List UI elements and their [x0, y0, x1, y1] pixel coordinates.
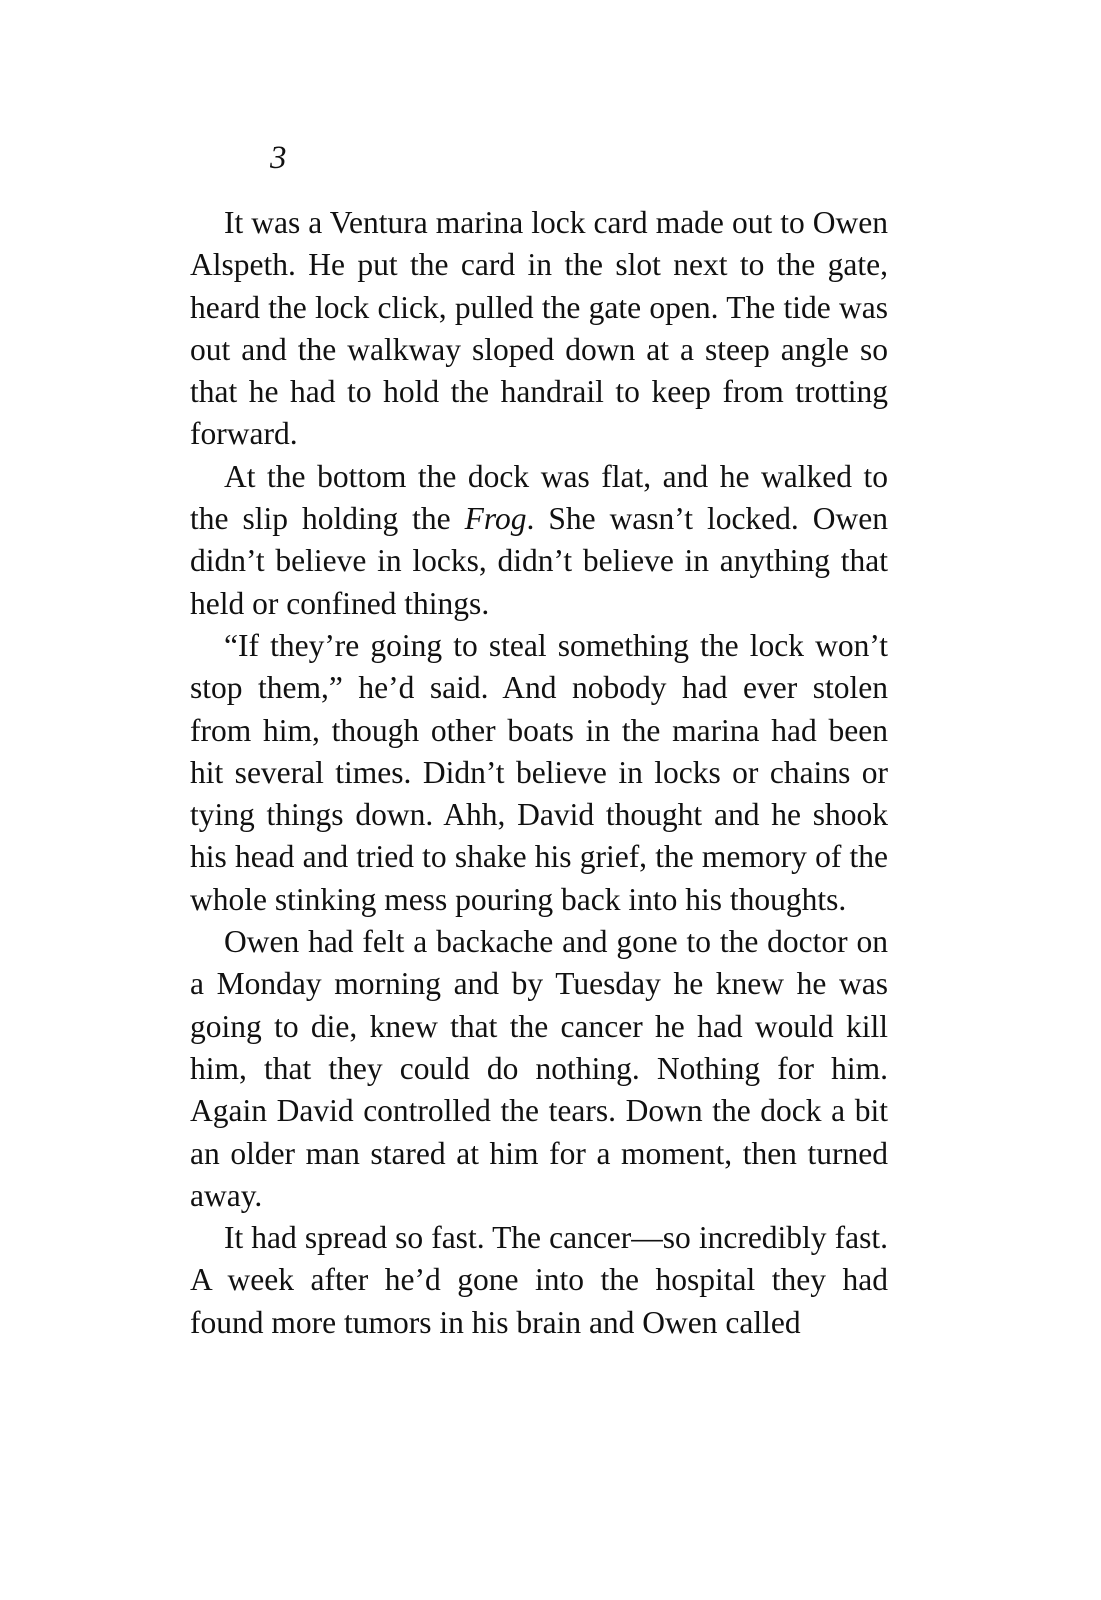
- paragraph-2: [190, 456, 888, 625]
- paragraph-2-text-a: At the bottom the dock was flat, and he walked to the slip holding the: [190, 458, 888, 537]
- paragraph-5: [190, 1217, 888, 1344]
- paragraph-4-text: Owen had felt a backache and gone to the doctor on a Monday morning and by Tuesday he knew he was going to die, knew that the cancer he had would kill him, that they could do nothing. Nothing for him. Again David controlled the tears. Down the dock a bit an older man stared at him for a moment, then turned away.: [190, 924, 888, 1213]
- paragraph-5-text: It had spread so fast. The cancer—so incredibly fast. A week after he’d gone into the hospital they had found more tumors in his brain and Owen called: [190, 1220, 888, 1340]
- paragraph-1-text: It was a Ventura marina lock card made out to Owen Alspeth. He put the card in the slot next to the gate, heard the lock click, pulled the gate open. The tide was out and the walkway sloped down at a steep angle so that he had to hold the handrail to keep from trotting forward.: [190, 205, 888, 452]
- paragraph-3-text: “If they’re going to steal something the lock won’t stop them,” he’d said. And nobody had ever stolen from him, though other boats in the marina had been hit several times. Didn’t believe in locks or chains or tying things down. Ahh, David thought and he shook his head and tried to shake his grief, the memory of the whole stinking mess pouring back into his thoughts.: [190, 627, 888, 917]
- paragraph-2-text-b: . She wasn’t locked. Owen didn’t believe in locks, didn’t believe in anything that held or confined things.: [190, 501, 888, 621]
- paragraph-4: [190, 921, 888, 1217]
- paragraph-1: [190, 202, 888, 456]
- body-text: [190, 202, 888, 1344]
- paragraph-3: [190, 625, 888, 921]
- chapter-number: 3: [270, 140, 287, 176]
- boat-name-italic: Frog: [464, 501, 527, 537]
